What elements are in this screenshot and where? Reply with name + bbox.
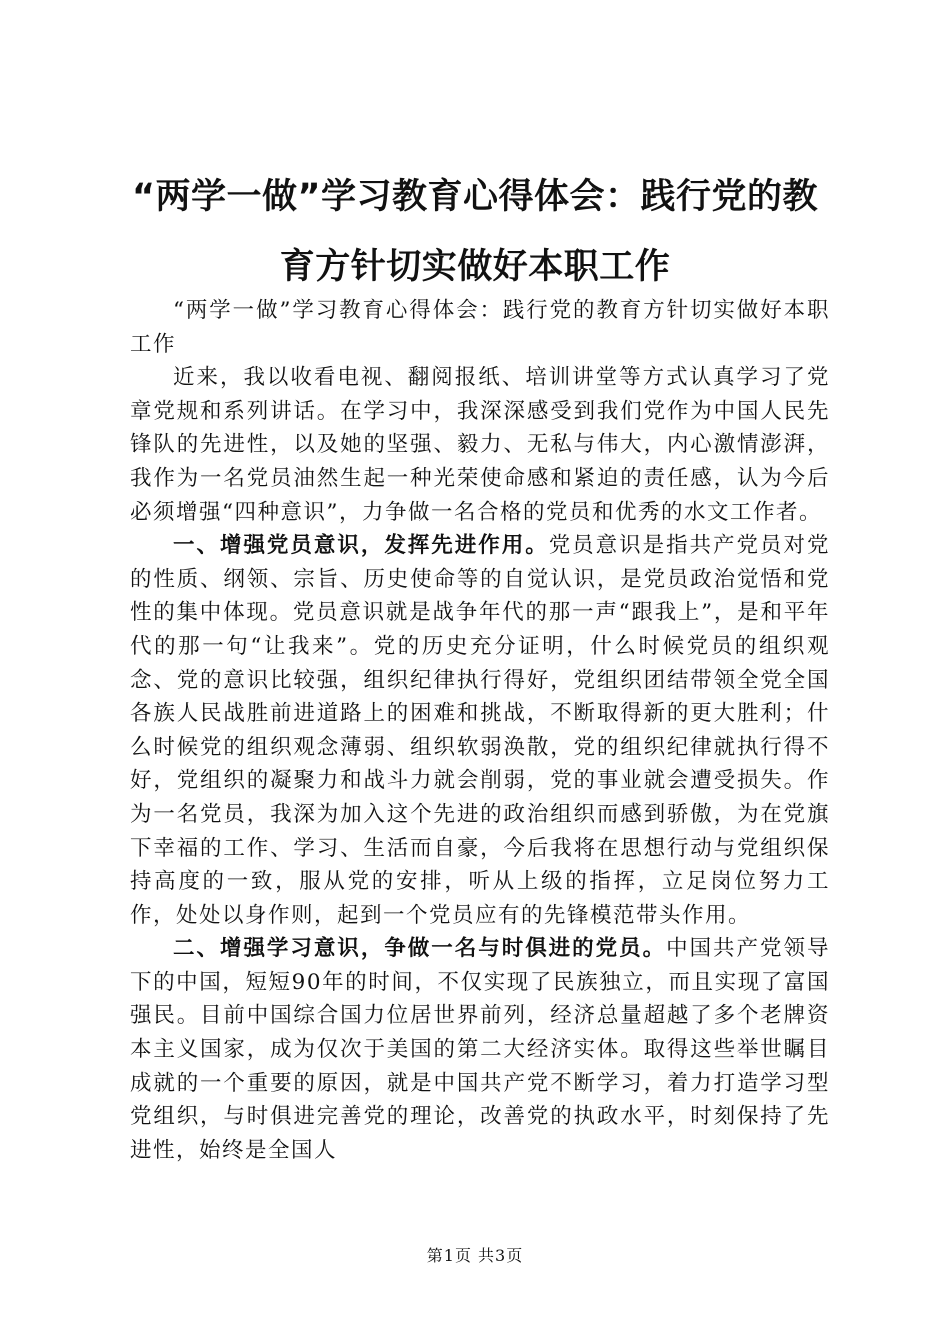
- paragraph-text: 中国共产党领导下的中国，短短90年的时间，不仅实现了民族独立，而且实现了富国强民。目前中国综合国力位居世界前列，经济总量超越了多个老牌资本主义国家，成为仅次于美国的第二大经济实体。取得这些举世瞩目成就的一个重要的原因，就是中国共产党不断学习，着力打造学习型党组织，与时俱进完善党的理论，改善党的执政水平，时刻保持了先进性，始终是全国人: [130, 936, 830, 1163]
- paragraph: [130, 932, 830, 1167]
- paragraph-lead: 一、增强党员意识，发挥先进作用。: [173, 533, 549, 559]
- page-number: 第1页 共3页: [426, 1246, 524, 1265]
- document-body: [130, 294, 830, 1167]
- document-title: “两学一做”学习教育心得体会：践行党的教育方针切实做好本职工作: [131, 177, 818, 287]
- paragraph: [130, 361, 830, 529]
- paragraph: [130, 529, 830, 932]
- paragraph-text: 近来，我以收看电视、翻阅报纸、培训讲堂等方式认真学习了党章党规和系列讲话。在学习中，我深深感受到我们党作为中国人民先锋队的先进性，以及她的坚强、毅力、无私与伟大，内心激情澎湃，我作为一名党员油然生起一种光荣使命感和紧迫的责任感，认为今后必须增强“四种意识”，力争做一名合格的党员和优秀的水文工作者。: [130, 365, 830, 525]
- paragraph-lead: 二、增强学习意识，争做一名与时俱进的党员。: [173, 936, 667, 962]
- paragraph-text: “两学一做”学习教育心得体会：践行党的教育方针切实做好本职工作: [130, 298, 830, 357]
- paragraph: [130, 294, 830, 361]
- paragraph-text: 党员意识是指共产党员对党的性质、纲领、宗旨、历史使命等的自觉认识，是党员政治觉悟和党性的集中体现。党员意识就是战争年代的那一声“跟我上”，是和平年代的那一句“让我来”。党的历史充分证明，什么时候党员的组织观念、党的意识比较强，组织纪律执行得好，党组织团结带领全党全国各族人民战胜前进道路上的困难和挑战，不断取得新的更大胜利；什么时候党的组织观念薄弱、组织软弱涣散，党的组织纪律就执行得不好，党组织的凝聚力和战斗力就会削弱，党的事业就会遭受损失。作为一名党员，我深为加入这个先进的政治组织而感到骄傲，为在党旗下幸福的工作、学习、生活而自豪，今后我将在思想行动与党组织保持高度的一致，服从党的安排，听从上级的指挥，立足岗位努力工作，处处以身作则，起到一个党员应有的先锋模范带头作用。: [130, 533, 830, 928]
